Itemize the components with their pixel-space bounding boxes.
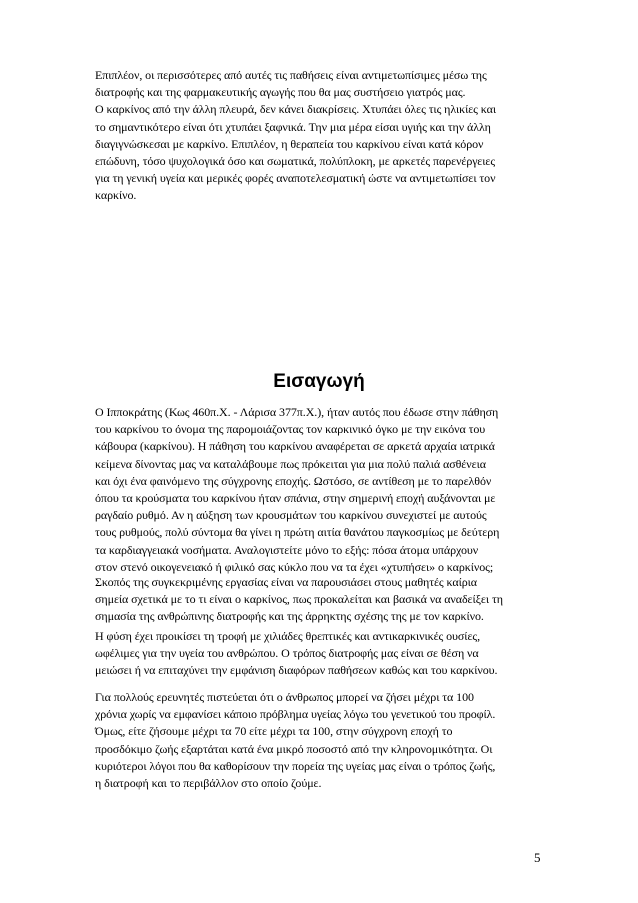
body-paragraph-4: Για πολλούς ερευνητές πιστεύεται ότι ο άνθρωπος μπορεί να ζήσει μέχρι τα 100 χρόνια χωρίς να εμφανίσει κάποιο πρόβλημα υγείας λόγω του γενετικού του προφίλ. Όμως, είτε ζήσουμε μέχρι τα 70 είτε μέχρι τα 100, στην σύγχρονη εποχή το προσδόκιμο ζωής εξαρτάται κατά ένα μικρό ποσοστό από την κληρονομικότητα. Οι κυριότεροι λόγοι που θα καθορίσουν την πορεία της υγείας μας είναι ο τρόπος ζωής, η διατροφή και το περιβάλλον στο οποίο ζούμε. xyxy=(95,690,496,791)
body-paragraph-1: Ο Ιπποκράτης (Κως 460π.Χ. - Λάρισα 377π.Χ.), ήταν αυτός που έδωσε στην πάθηση του καρκίνου το όνομα της παρομοιάζοντας τον καρκινικό όγκο με την εικόνα του κάβουρα (καρκίνου). Η πάθηση του καρκίνου αναφέρεται σε αρκετά αρχαία ιατρικά κείμενα δίνοντας μας να καταλάβουμε πως πρόκειται για μια πολύ παλιά ασθένεια και όχι ένα φαινόμενο της σύγχρονης εποχής. Ωστόσο, σε αντίθεση με το παρελθόν όπου τα κρούσματα του καρκίνου ήταν σπάνια, στην σημερινή εποχή αυξάνονται με ραγδαίο ρυθμό. Αν η αύξηση των κρουσμάτων του καρκίνου συνεχιστεί με αυτούς τους ρυθμούς, πολύ σύντομα θα γίνει η πρώτη αιτία θανάτου παγκοσμίως με δεύτερη τα καρδιαγγειακά νοσήματα. Αναλογιστείτε μόνο το εξής: πόσα άτομα υπάρχουν στον στενό οικογενειακό ή φιλικό σας κύκλο που να τα έχει «χτυπήσει» ο καρκίνος; xyxy=(95,405,500,574)
body-paragraph-3: Η φύση έχει προικίσει τη τροφή με χιλιάδες θρεπτικές και αντικαρκινικές ουσίες, ωφέλιμες για την υγεία του ανθρώπου. Ο τρόπος διατροφής μας είναι σε θέση να μειώσει ή να επιταχύνει την εμφάνιση διαφόρων παθήσεων καθώς και του καρκίνου. xyxy=(95,629,498,678)
page-number: 5 xyxy=(534,850,541,865)
section-heading: Εισαγωγή xyxy=(273,371,365,392)
intro-paragraph: Επιπλέον, οι περισσότερες από αυτές τις παθήσεις είναι αντιμετωπίσιμες μέσω της διατροφής και της φαρμακευτικής αγωγής που θα μας συστήσειο γιατρός μας. Ο καρκίνος από την άλλη πλευρά, δεν κάνει διακρίσεις. Χτυπάει όλες τις ηλικίες και το σημαντικότερο είναι ότι χτυπάει ξαφνικά. Την μια μέρα είσαι υγιής και την άλλη διαγιγνώσκεσαι με καρκίνο. Επιπλέον, η θεραπεία του καρκίνου είναι κατά κόρον επώδυνη, τόσο ψυχολογικά όσο και σωματικά, πολύπλοκη, με αρκετές παρενέργειες για τη γενική υγεία και μερικές φορές αναποτελεσματική ώστε να αντιμετωπίσει τον καρκίνο. xyxy=(95,68,496,203)
body-paragraph-2: Σκοπός της συγκεκριμένης εργασίας είναι να παρουσιάσει στους μαθητές καίρια σημεία σχετικά με το τι είναι ο καρκίνος, πως προκαλείται και βασικά να αναδείξει τη σημασία της ανθρώπινης διατροφής και της άρρηκτης σχέσης της με τον καρκίνο. xyxy=(95,575,503,624)
